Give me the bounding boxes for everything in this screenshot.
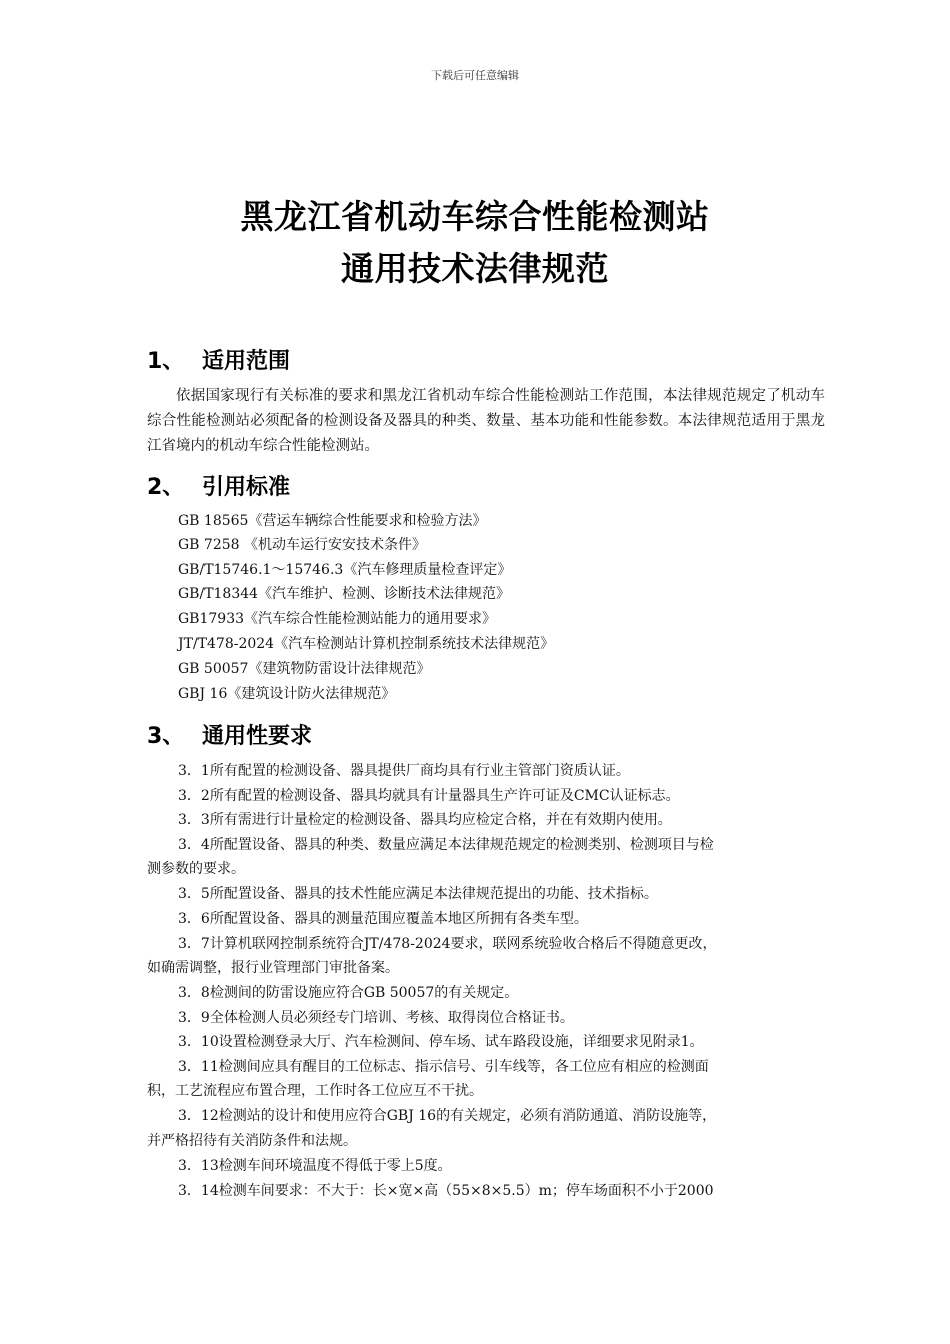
requirement-line: 3．4所配置设备、器具的种类、数量应满足本法律规范规定的检测类别、检测项目与检: [178, 837, 714, 853]
section-number: 3、: [147, 724, 185, 749]
section-heading-requirements: [147, 719, 312, 750]
reference-item: GB17933《汽车综合性能检测站能力的通用要求》: [178, 611, 497, 627]
requirement-line: 3．7计算机联网控制系统符合JT/478-2024要求，联网系统验收合格后不得随意更改，: [178, 936, 717, 952]
section-heading-scope: [147, 344, 290, 375]
requirement-line: 3．12检测站的设计和使用应符合GBJ 16的有关规定，必须有消防通道、消防设施等，: [178, 1108, 717, 1124]
reference-item: GB 7258 《机动车运行安安技术条件》: [178, 537, 427, 553]
requirement-line: 3．10设置检测登录大厅、汽车检测间、停车场、试车路段设施，详细要求见附录1。: [178, 1034, 704, 1050]
requirement-line: 3．14检测车间要求：不大于：长×宽×高（55×8×5.5）m；停车场面积不小于2000: [178, 1183, 714, 1199]
requirement-line: 3．1所有配置的检测设备、器具提供厂商均具有行业主管部门资质认证。: [178, 763, 630, 779]
requirement-line: 3．6所配置设备、器具的测量范围应覆盖本地区所拥有各类车型。: [178, 911, 588, 927]
reference-item: GBJ 16《建筑设计防火法律规范》: [178, 686, 396, 702]
header-note: 下载后可任意编辑: [431, 69, 519, 82]
requirement-line: 3．5所配置设备、器具的技术性能应满足本法律规范提出的功能、技术指标。: [178, 886, 658, 902]
section-number: 1、: [147, 349, 185, 374]
requirement-line: 3．13检测车间环境温度不得低于零上5度。: [178, 1158, 452, 1174]
reference-item: JT/T478-2024《汽车检测站计算机控制系统技术法律规范》: [178, 636, 555, 652]
reference-item: GB 18565《营运车辆综合性能要求和检验方法》: [178, 513, 487, 529]
reference-item: GB/T15746.1～15746.3《汽车修理质量检查评定》: [178, 562, 512, 578]
section-heading-references: [147, 470, 290, 501]
document-title-line1: 黑龙江省机动车综合性能检测站: [240, 197, 710, 236]
requirement-line: 并严格招待有关消防条件和法规。: [147, 1133, 357, 1149]
requirement-line: 3．2所有配置的检测设备、器具均就具有计量器具生产许可证及CMC认证标志。: [178, 788, 680, 804]
section-title: 适用范围: [202, 349, 291, 374]
requirement-line: 测参数的要求。: [147, 861, 245, 877]
requirement-line: 3．9全体检测人员必须经专门培训、考核、取得岗位合格证书。: [178, 1010, 574, 1026]
section-number: 2、: [147, 475, 185, 500]
reference-item: GB/T18344《汽车维护、检测、诊断技术法律规范》: [178, 586, 511, 602]
document-title-line2: 通用技术法律规范: [341, 249, 609, 288]
section-title: 通用性要求: [202, 724, 313, 749]
requirement-line: 3．3所有需进行计量检定的检测设备、器具均应检定合格，并在有效期内使用。: [178, 812, 672, 828]
requirement-line: 3．8检测间的防雷设施应符合GB 50057的有关规定。: [178, 985, 519, 1001]
section-title: 引用标准: [202, 475, 291, 500]
scope-paragraph: 依据国家现行有关标准的要求和黑龙江省机动车综合性能检测站工作范围，本法律规范规定了机动车综合性能检测站必须配备的检测设备及器具的种类、数量、基本功能和性能参数。本法律规范适用于黑龙江省境内的机动车综合性能检测站。: [147, 388, 825, 454]
reference-item: GB 50057《建筑物防雷设计法律规范》: [178, 661, 431, 677]
requirement-line: 如确需调整，报行业管理部门审批备案。: [147, 960, 399, 976]
requirement-line: 3．11检测间应具有醒目的工位标志、指示信号、引车线等，各工位应有相应的检测面: [178, 1059, 709, 1075]
requirement-line: 积，工艺流程应布置合理，工作时各工位应互不干扰。: [147, 1083, 483, 1099]
